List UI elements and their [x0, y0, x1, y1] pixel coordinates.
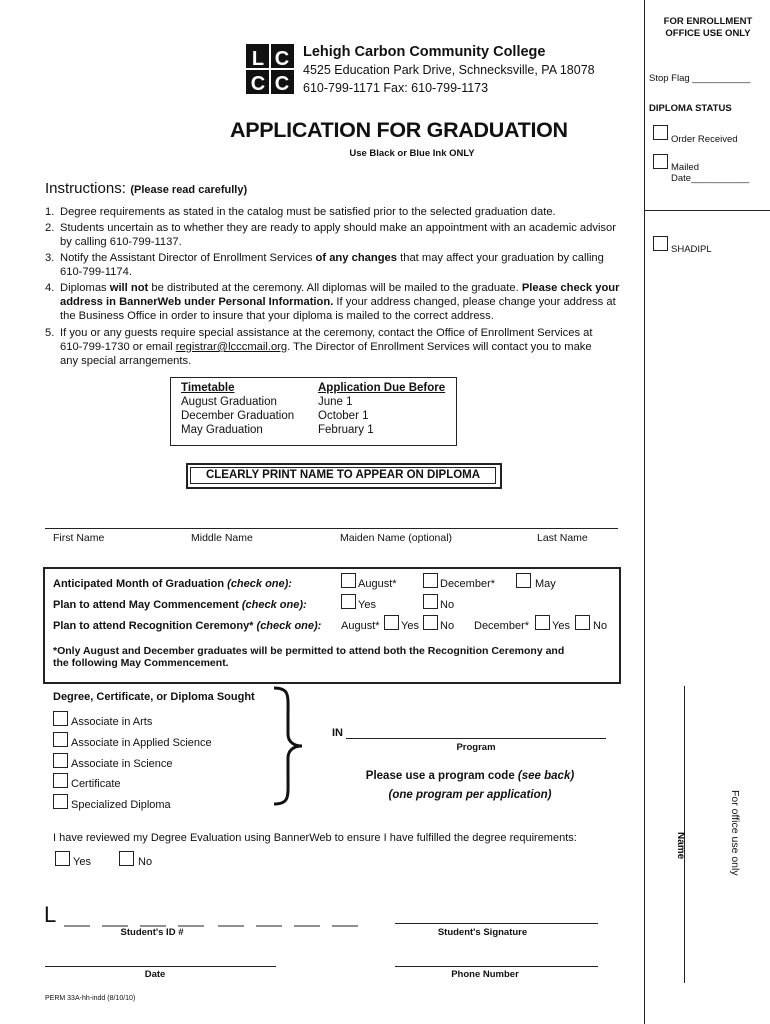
registrar-email-link[interactable]: registrar@lcccmail.org	[175, 341, 288, 353]
timetable-box	[170, 377, 457, 446]
student-id-input[interactable]	[62, 914, 362, 924]
order-received-checkbox[interactable]	[653, 125, 668, 140]
recognition-december-label: December*	[474, 620, 530, 632]
mailed-checkbox[interactable]	[653, 154, 668, 169]
name-input-line[interactable]	[45, 528, 618, 529]
shadipl-label: SHADIPL	[671, 244, 712, 255]
timetable-due: October 1	[318, 410, 369, 422]
december-checkbox[interactable]	[423, 573, 438, 588]
program-label: Program	[456, 742, 496, 753]
recognition-december-yes-checkbox[interactable]	[535, 615, 550, 630]
date-input-line[interactable]	[45, 966, 276, 967]
phone-label: Phone Number	[451, 969, 519, 980]
recognition-label: Plan to attend Recognition Ceremony* (check one):	[53, 620, 322, 632]
specialized-diploma-checkbox[interactable]	[53, 794, 68, 809]
first-name-label: First Name	[53, 532, 105, 544]
december-option: December*	[440, 578, 496, 590]
associate-arts-checkbox[interactable]	[53, 711, 68, 726]
svg-text:C: C	[274, 48, 290, 70]
timetable-row: December Graduation	[181, 410, 295, 422]
instruction-2: 2. Students uncertain as to whether they are ready to apply should make an appointment with an academic advisor by calling 610-799-1137.	[45, 222, 616, 248]
phone-input-line[interactable]	[395, 966, 598, 967]
program-input-line[interactable]	[346, 738, 606, 739]
evaluation-no-checkbox[interactable]	[119, 851, 134, 866]
office-use-heading: FOR ENROLLMENT OFFICE USE ONLY	[663, 16, 753, 39]
ink-note: Use Black or Blue Ink ONLY	[349, 148, 475, 159]
evaluation-yes-checkbox[interactable]	[55, 851, 70, 866]
in-label: IN	[332, 727, 343, 739]
timetable-heading: Timetable	[181, 382, 235, 394]
august-checkbox[interactable]	[341, 573, 356, 588]
student-id-label: Student's ID #	[120, 927, 184, 938]
svg-text:C: C	[274, 73, 290, 94]
evaluation-no-label: No	[138, 856, 153, 868]
college-phone: 610-799-1171 Fax: 610-799-1173	[303, 81, 489, 95]
instruction-4: 4. Diplomas will not be distributed at the ceremony. All diplomas will be mailed to the graduate. Please check your address in BannerWeb under Personal Information. If your address changed, please change your address at the Business Office in order to insure that your diploma is mailed to the correct address.	[45, 282, 620, 322]
commencement-yes-checkbox[interactable]	[341, 594, 356, 609]
office-name-label: Name	[675, 832, 686, 860]
recognition-august-no-checkbox[interactable]	[423, 615, 438, 630]
program-code-note: Please use a program code (see back)	[365, 770, 575, 782]
recognition-august-label: August*	[341, 620, 380, 632]
order-received-label: Order Received	[671, 134, 738, 145]
august-option: August*	[358, 578, 397, 590]
stop-flag: Stop Flag ___________	[649, 73, 751, 84]
recognition-december-no-checkbox[interactable]	[575, 615, 590, 630]
college-name: Lehigh Carbon Community College	[303, 44, 546, 60]
may-checkbox[interactable]	[516, 573, 531, 588]
month-label: Anticipated Month of Graduation (check one):	[53, 578, 292, 590]
student-id-prefix: L	[44, 902, 57, 927]
commencement-no-checkbox[interactable]	[423, 594, 438, 609]
associate-science-label: Associate in Science	[71, 758, 173, 770]
recognition-december-no: No	[593, 620, 608, 632]
associate-arts-label: Associate in Arts	[71, 716, 153, 728]
svg-text:C: C	[250, 73, 266, 94]
college-address: 4525 Education Park Drive, Schnecksville, PA 18078	[303, 63, 595, 77]
commencement-no-label: No	[440, 599, 455, 611]
recognition-august-yes: Yes	[401, 620, 419, 632]
evaluation-statement: I have reviewed my Degree Evaluation using BannerWeb to ensure I have fulfilled the degree requirements:	[53, 832, 577, 844]
sidebar-divider	[645, 210, 770, 211]
office-use-sidebar	[644, 0, 770, 1024]
instruction-3: 3. Notify the Assistant Director of Enrollment Services of any changes that may affect your graduation by calling 610-799-1174.	[45, 252, 604, 278]
page-title: APPLICATION FOR GRADUATION	[230, 118, 568, 142]
evaluation-yes-label: Yes	[73, 856, 91, 868]
commencement-label: Plan to attend May Commencement (check one):	[53, 599, 307, 611]
timetable-due: June 1	[318, 396, 353, 408]
svg-text:L: L	[251, 48, 265, 70]
diploma-status-label: DIPLOMA STATUS	[649, 103, 732, 114]
instruction-5: 5. If you or any guests require special assistance at the ceremony, contact the Office of Enrollment Services at 610-799-1730 or email registrar@lcccmail.org. The Director of Enrollment Services will contact you to make any special arrangements.	[45, 327, 593, 367]
instructions-heading: Instructions: (Please read carefully)	[45, 180, 248, 197]
specialized-diploma-label: Specialized Diploma	[71, 799, 171, 811]
date-label: Date	[144, 969, 166, 980]
last-name-label: Last Name	[537, 532, 588, 544]
associate-applied-science-label: Associate in Applied Science	[71, 737, 212, 749]
ceremony-footnote: *Only August and December graduates will be permitted to attend both the Recognition Ceremony and the following May Commencement.	[53, 645, 565, 669]
one-program-note: (one program per application)	[388, 789, 552, 801]
lccc-logo	[246, 44, 294, 94]
certificate-label: Certificate	[71, 778, 121, 790]
maiden-name-label: Maiden Name (optional)	[340, 532, 453, 544]
print-name-banner: CLEARLY PRINT NAME TO APPEAR ON DIPLOMA	[186, 463, 502, 489]
instruction-1: 1. Degree requirements as stated in the catalog must be satisfied prior to the selected graduation date.	[45, 206, 556, 218]
recognition-august-no: No	[440, 620, 455, 632]
may-option: May	[535, 578, 556, 590]
mailed-label: Mailed	[671, 162, 699, 173]
signature-input-line[interactable]	[395, 923, 598, 924]
right-brace	[268, 686, 308, 806]
degree-heading: Degree, Certificate, or Diploma Sought	[53, 691, 255, 703]
recognition-december-yes: Yes	[552, 620, 570, 632]
signature-label: Student's Signature	[437, 927, 528, 938]
certificate-checkbox[interactable]	[53, 773, 68, 788]
due-before-heading: Application Due Before	[318, 382, 446, 394]
office-use-only-label: For office use only	[729, 790, 741, 876]
timetable-due: February 1	[318, 424, 374, 436]
timetable-row: May Graduation	[181, 424, 263, 436]
mailed-date: Date___________	[671, 173, 750, 184]
commencement-yes-label: Yes	[358, 599, 376, 611]
middle-name-label: Middle Name	[191, 532, 253, 544]
form-code: PERM 33A-hh-indd (8/10/10)	[45, 995, 136, 1002]
recognition-august-yes-checkbox[interactable]	[384, 615, 399, 630]
associate-applied-science-checkbox[interactable]	[53, 732, 68, 747]
timetable-row: August Graduation	[181, 396, 277, 408]
associate-science-checkbox[interactable]	[53, 753, 68, 768]
shadipl-checkbox[interactable]	[653, 236, 668, 251]
